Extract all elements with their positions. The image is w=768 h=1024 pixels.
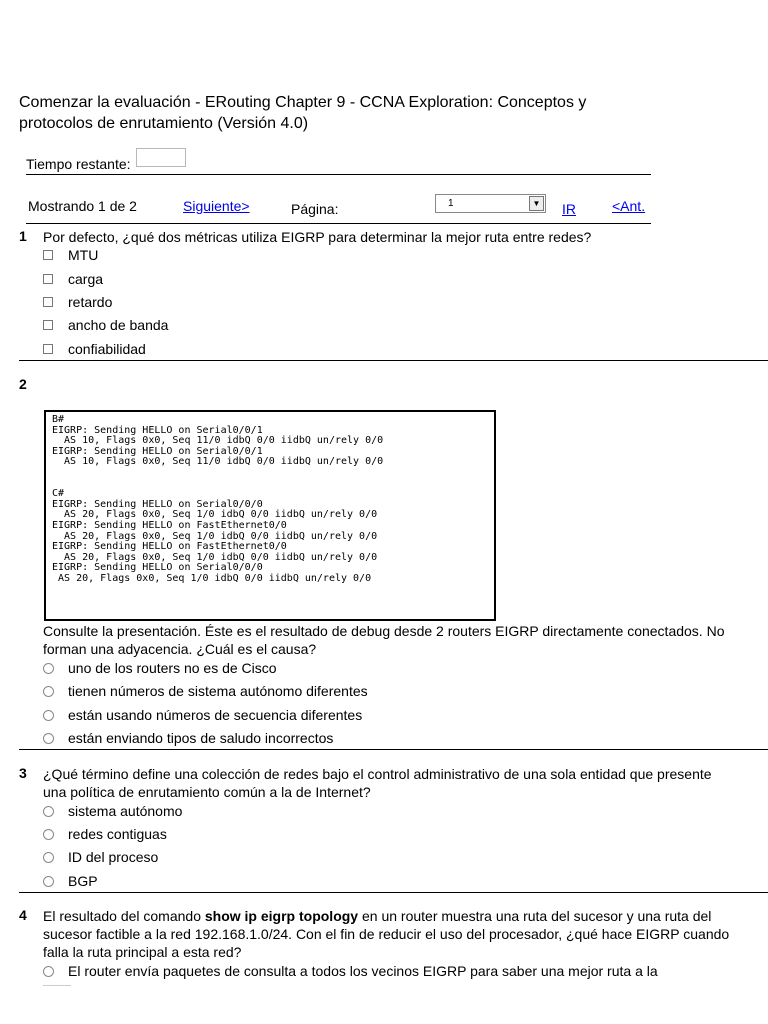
checkbox[interactable]: [43, 274, 53, 284]
divider: [19, 892, 768, 893]
chevron-down-icon[interactable]: ▼: [529, 196, 544, 211]
answer-option[interactable]: [43, 247, 98, 263]
answer-option[interactable]: [43, 707, 362, 723]
question-text: Consulte la presentación. Éste es el resultado de debug desde 2 routers EIGRP directamente conectados. No forman una adyacencia. ¿Cuál es el causa?: [43, 623, 725, 657]
question-number: 2: [19, 376, 27, 392]
divider: [26, 174, 651, 175]
checkbox[interactable]: [43, 250, 53, 260]
question-number: 4: [19, 907, 27, 923]
answer-option[interactable]: [43, 317, 168, 333]
question-text: ¿Qué término define una colección de redes bajo el control administrativo de una sola entidad que presente una política de enrutamiento común a la de Internet?: [43, 766, 712, 800]
option-label: MTU: [68, 247, 99, 263]
checkbox[interactable]: [43, 320, 53, 330]
page-title: Comenzar la evaluación - ERouting Chapter 9 - CCNA Exploration: Conceptos y protocolos de enrutamiento (Versión 4.0): [19, 94, 587, 132]
option-label: redes contiguas: [68, 826, 167, 842]
answer-option[interactable]: [43, 660, 277, 676]
next-link[interactable]: Siguiente>: [183, 198, 250, 214]
divider: [19, 360, 768, 361]
page-select[interactable]: [435, 194, 546, 213]
answer-option[interactable]: [43, 683, 368, 699]
option-label: están enviando tipos de saludo incorrectos: [68, 730, 334, 746]
divider: [43, 985, 71, 994]
answer-option[interactable]: [43, 963, 658, 979]
question-text-part: El resultado del comando: [43, 908, 205, 924]
timer-field: [136, 148, 186, 167]
option-label: uno de los routers no es de Cisco: [68, 660, 277, 676]
option-label: sistema autónomo: [68, 803, 183, 819]
answer-option[interactable]: [43, 803, 182, 819]
option-label: están usando números de secuencia diferentes: [68, 707, 363, 723]
divider: [19, 749, 768, 750]
radio-button[interactable]: [43, 733, 54, 744]
radio-button[interactable]: [43, 876, 54, 887]
question-number: 1: [19, 228, 27, 244]
debug-output: B# EIGRP: Sending HELLO on Serial0/0/1 AS 10, Flags 0x0, Seq 11/0 idbQ 0/0 iidbQ un/rely 0/0 EIGRP: Sending HELLO on Serial0/0/1 AS 10, Flags 0x0, Seq 11/0 idbQ 0/0 iidbQ un/rely 0/0 C# EIGRP: Sending HELLO on Serial0/0/0 AS 20, Flags 0x0, Seq 1/0 idbQ 0/0 iidbQ un/rely 0/0 EIGRP: Sending HELLO on FastEthernet0/0 AS 20, Flags 0x0, Seq 1/0 idbQ 0/0 iidbQ un/rely 0/0 EIGRP: Sending HELLO on FastEthernet0/0 AS 20, Flags 0x0, Seq 1/0 idbQ 0/0 iidbQ un/rely 0/0 EIGRP: Sending HELLO on Serial0/0/0 AS 20, Flags 0x0, Seq 1/0 idbQ 0/0 iidbQ un/rely 0/0: [52, 414, 384, 584]
page-select-value: 1: [448, 198, 454, 209]
option-label: carga: [68, 271, 104, 287]
option-label: retardo: [68, 294, 113, 310]
option-label: confiabilidad: [68, 341, 146, 357]
prev-link[interactable]: <Ant.: [612, 198, 646, 214]
radio-button[interactable]: [43, 829, 54, 840]
exhibit-image: [44, 410, 496, 621]
answer-option[interactable]: [43, 826, 167, 842]
option-label: ID del proceso: [68, 849, 159, 865]
option-label: ancho de banda: [68, 317, 169, 333]
go-link[interactable]: IR: [562, 201, 576, 217]
question-text: [43, 907, 733, 961]
answer-option[interactable]: [43, 849, 158, 865]
pagination-status: Mostrando 1 de 2: [28, 198, 137, 214]
option-label: tienen números de sistema autónomo diferentes: [68, 683, 368, 699]
answer-option[interactable]: [43, 341, 146, 357]
divider: [26, 223, 651, 224]
question-text-part: en un router muestra una ruta del sucesor y una ruta del sucesor factible a la red 192.168.1.0/24. Con el fin de reducir el uso del procesador, ¿qué hace EIGRP cuando falla la ruta principal a esta red?: [43, 908, 730, 960]
answer-option[interactable]: [43, 271, 103, 287]
question-number: 3: [19, 765, 27, 781]
command-text: show ip eigrp topology: [204, 908, 359, 924]
option-label: BGP: [68, 873, 98, 889]
radio-button[interactable]: [43, 806, 54, 817]
timer-label: Tiempo restante:: [26, 156, 131, 172]
answer-option[interactable]: [43, 294, 112, 310]
checkbox[interactable]: [43, 297, 53, 307]
radio-button[interactable]: [43, 686, 54, 697]
answer-option[interactable]: [43, 730, 333, 746]
radio-button[interactable]: [43, 852, 54, 863]
radio-button[interactable]: [43, 966, 54, 977]
question-text: Por defecto, ¿qué dos métricas utiliza EIGRP para determinar la mejor ruta entre redes?: [43, 229, 592, 245]
checkbox[interactable]: [43, 344, 53, 354]
radio-button[interactable]: [43, 663, 54, 674]
radio-button[interactable]: [43, 710, 54, 721]
answer-option[interactable]: [43, 873, 98, 889]
page-label: Página:: [291, 201, 339, 217]
option-label: El router envía paquetes de consulta a todos los vecinos EIGRP para saber una mejor ruta a la: [68, 963, 658, 979]
